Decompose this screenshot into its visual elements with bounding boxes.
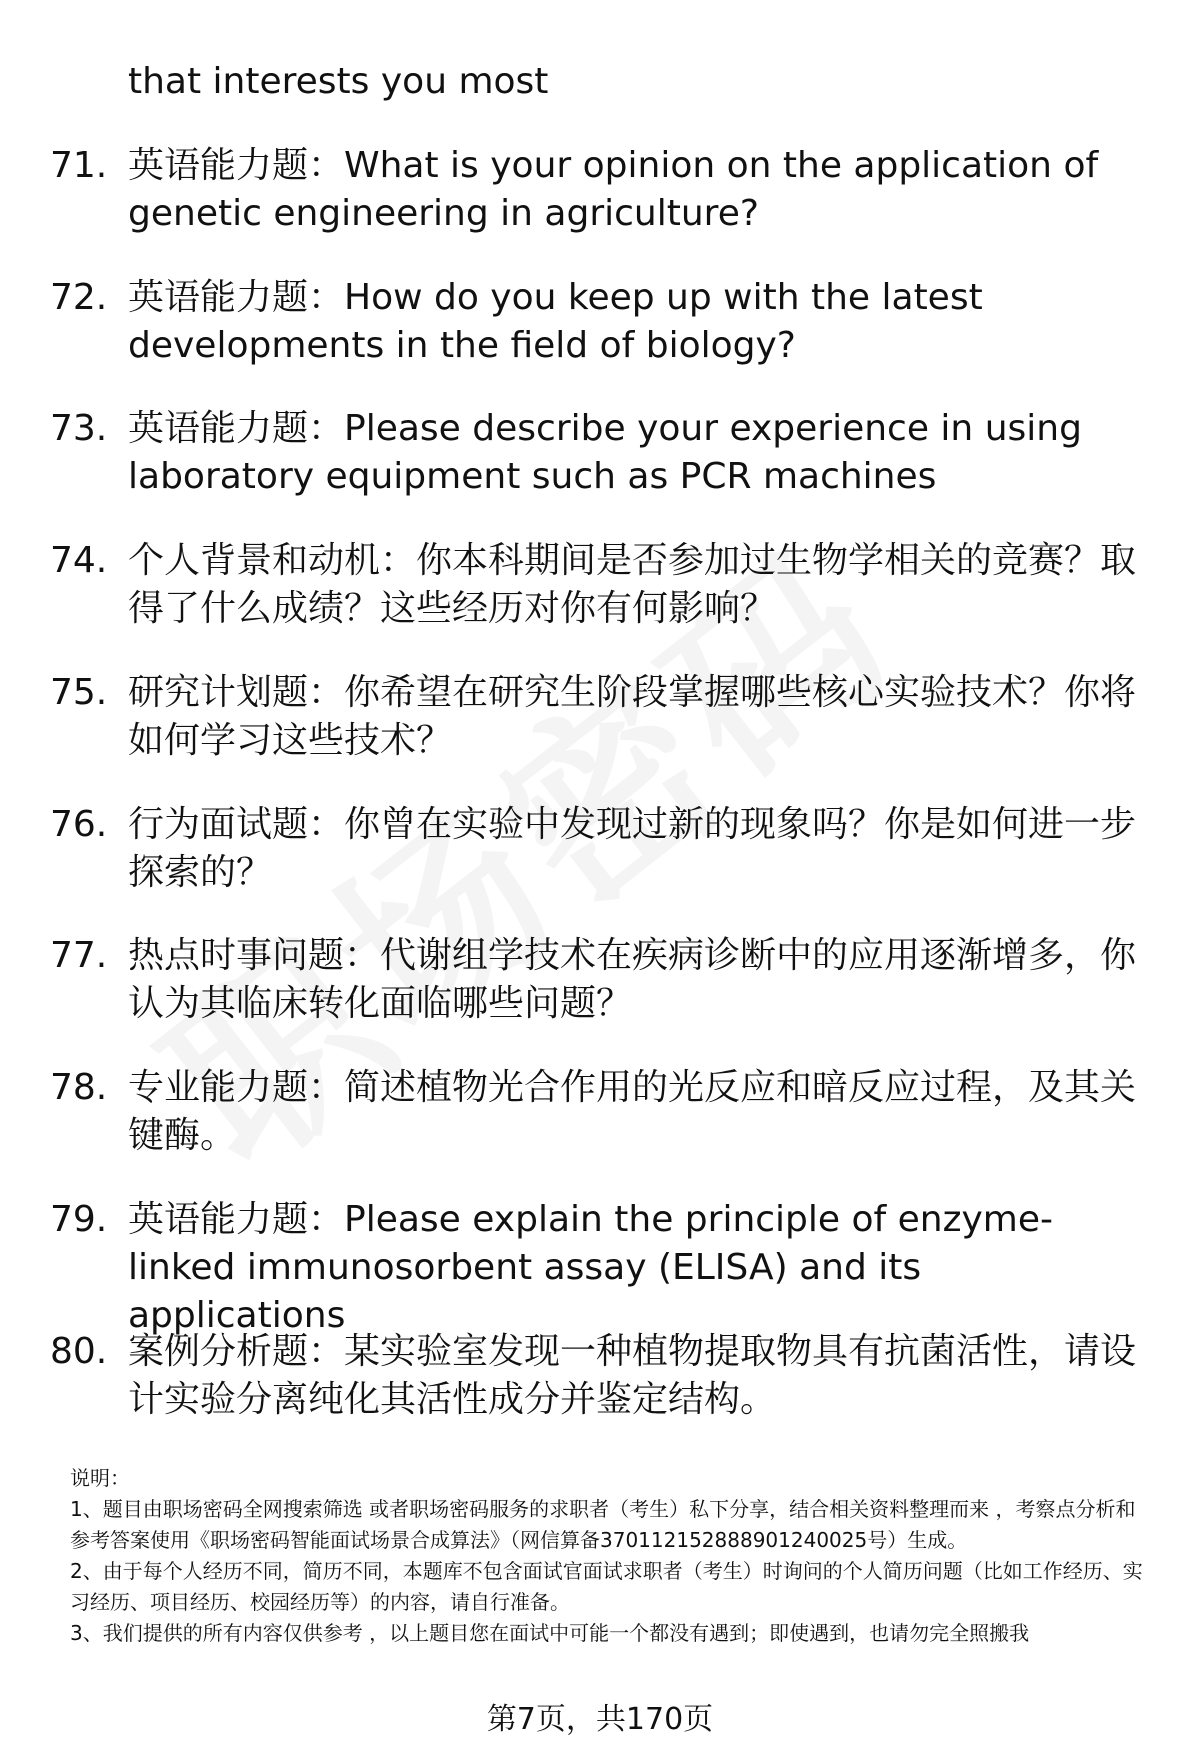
question-text: 个人背景和动机：你本科期间是否参加过生物学相关的竞赛？取得了什么成绩？这些经历对你有何影响？ xyxy=(128,540,1137,629)
question-text: 专业能力题：简述植物光合作用的光反应和暗反应过程，及其关键酶。 xyxy=(128,1067,1137,1156)
question-continuation: that interests you most xyxy=(128,61,549,102)
note-item: 3、我们提供的所有内容仅供参考 ，以上题目您在面试中可能一个都没有遇到；即使遇到，也请勿完全照搬我 xyxy=(70,1621,1030,1645)
note-item: 1、题目由职场密码全网搜索筛选 或者职场密码服务的求职者（考生）私下分享，结合相关资料整理而来 ，考察点分析和参考答案使用《职场密码智能面试场景合成算法》（网信算备370112152888901240025号）生成。 xyxy=(70,1497,1136,1552)
question-number: 74. xyxy=(50,540,108,581)
question-number: 76. xyxy=(50,804,108,845)
notes-section xyxy=(70,1463,1150,1649)
question-text: 案例分析题：某实验室发现一种植物提取物具有抗菌活性，请设计实验分离纯化其活性成分并鉴定结构。 xyxy=(128,1331,1137,1420)
question-text: 英语能力题：Please describe your experience in using laboratory equipment such as PCR machines xyxy=(128,408,1082,497)
question-number: 78. xyxy=(50,1067,108,1108)
question-text: 热点时事问题：代谢组学技术在疾病诊断中的应用逐渐增多，你认为其临床转化面临哪些问题？ xyxy=(128,935,1137,1024)
question-text: 英语能力题：How do you keep up with the latest developments in the field of biology? xyxy=(128,277,983,366)
question-text: 英语能力题：What is your opinion on the application of genetic engineering in agriculture? xyxy=(128,145,1099,234)
question-number: 79. xyxy=(50,1199,108,1240)
question-number: 72. xyxy=(50,277,108,318)
note-item: 2、由于每个人经历不同，简历不同，本题库不包含面试官面试求职者（考生）时询问的个人简历问题（比如工作经历、实习经历、项目经历、校园经历等）的内容，请自行准备。 xyxy=(70,1559,1143,1614)
question-number: 77. xyxy=(50,935,108,976)
question-text: 研究计划题：你希望在研究生阶段掌握哪些核心实验技术？你将如何学习这些技术？ xyxy=(128,672,1137,761)
question-number: 75. xyxy=(50,672,108,713)
question-number: 73. xyxy=(50,408,108,449)
question-number: 80. xyxy=(50,1331,108,1372)
question-text: 英语能力题：Please explain the principle of enzyme-linked immunosorbent assay (ELISA) and its applications xyxy=(128,1199,1054,1336)
page-footer: 第7页，共170页 xyxy=(486,1702,714,1737)
question-number: 71. xyxy=(50,145,108,186)
notes-title: 说明： xyxy=(70,1466,130,1490)
question-text: 行为面试题：你曾在实验中发现过新的现象吗？你是如何进一步探索的？ xyxy=(128,804,1137,893)
